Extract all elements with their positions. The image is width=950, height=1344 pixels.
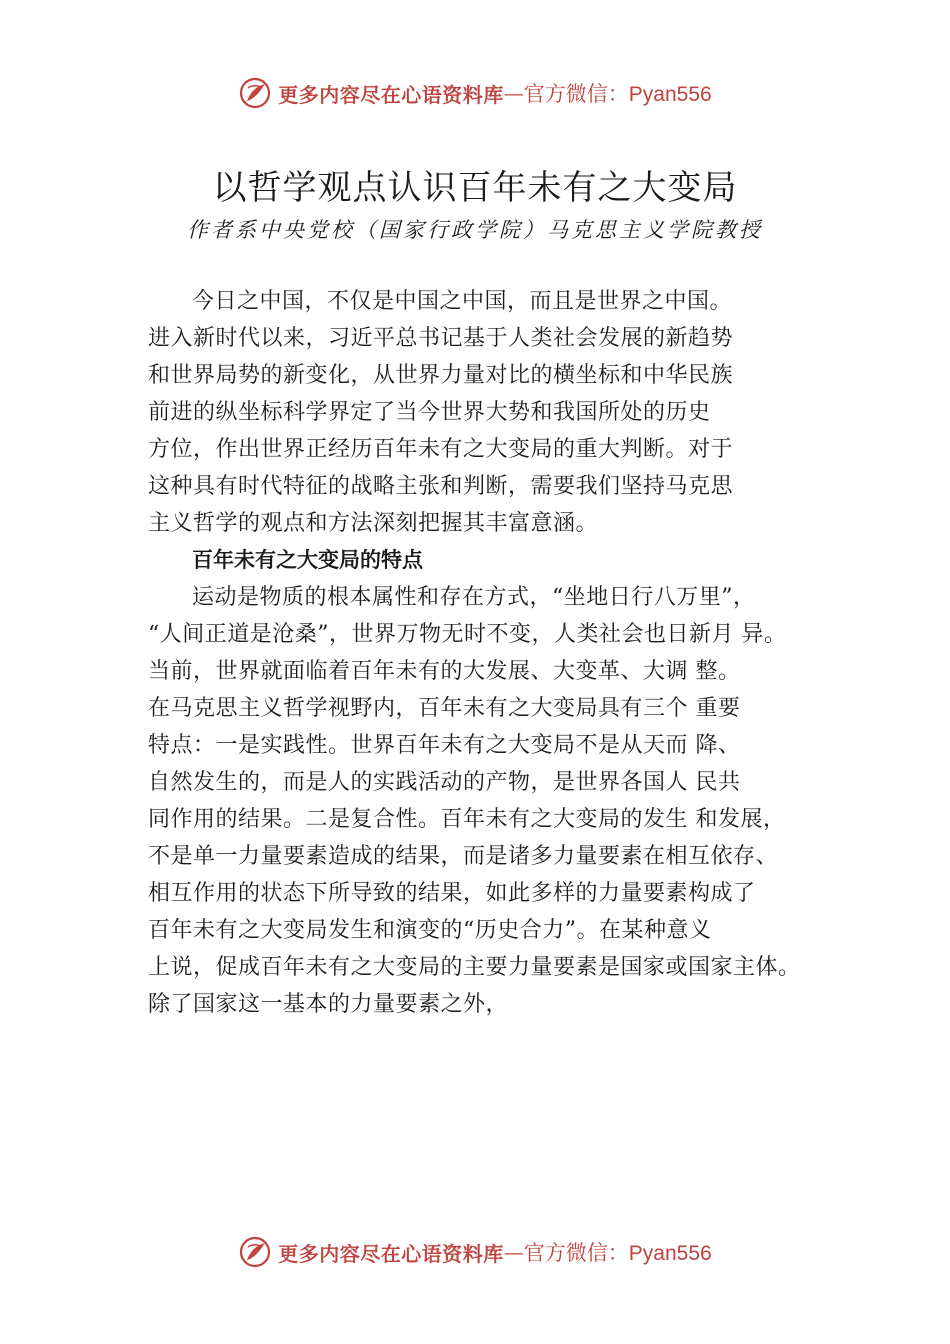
paragraph-line: 这种具有时代特征的战略主张和判断，需要我们坚持马克思	[148, 474, 734, 499]
feather-swirl-logo-icon	[238, 1235, 272, 1269]
paragraph-line: 运动是物质的根本属性和存在方式，“坐地日行八万里”，	[192, 585, 756, 610]
paragraph-line: 在马克思主义哲学视野内，百年未有之大变局具有三个 重要	[148, 696, 741, 721]
paragraph-line: 自然发生的，而是人的实践活动的产物，是世界各国人 民共	[148, 770, 741, 795]
paragraph-line: 除了国家这一基本的力量要素之外，	[148, 992, 509, 1017]
paragraph-line: 同作用的结果。二是复合性。百年未有之大变局的发生 和发展，	[148, 807, 786, 832]
feather-swirl-logo-icon	[238, 76, 272, 110]
watermark-footer	[0, 1232, 950, 1272]
watermark-suffix: 官方微信：Pyan556	[523, 1242, 712, 1265]
watermark-dash: —	[503, 1240, 524, 1264]
section-heading: 百年未有之大变局的特点	[192, 548, 423, 572]
paragraph-line: 前进的纵坐标科学界定了当今世界大势和我国所处的历史	[148, 400, 711, 425]
paragraph-line: 方位，作出世界正经历百年未有之大变局的重大判断。对于	[148, 437, 734, 462]
paragraph-line: 上说，促成百年未有之大变局的主要力量要素是国家或国家主体。	[148, 955, 801, 980]
paragraph-line: 百年未有之大变局发生和演变的“历史合力”。在某种意义	[148, 918, 712, 943]
paragraph-line: 主义哲学的观点和方法深刻把握其丰富意涵。	[148, 511, 599, 536]
document-subtitle: 作者系中央党校（国家行政学院）马克思主义学院教授	[187, 218, 763, 242]
paragraph-line: 当前，世界就面临着百年未有的大发展、大变革、大调 整。	[148, 659, 741, 684]
paragraph-line: 和世界局势的新变化，从世界力量对比的横坐标和中华民族	[148, 363, 734, 388]
paragraph-line: 特点：一是实践性。世界百年未有之大变局不是从天而 降、	[148, 733, 741, 758]
paragraph-line: 进入新时代以来，习近平总书记基于人类社会发展的新趋势	[148, 326, 734, 351]
document-body	[148, 283, 863, 1023]
paragraph-line: 今日之中国，不仅是中国之中国，而且是世界之中国。	[192, 289, 733, 314]
watermark-suffix: 官方微信：Pyan556	[523, 83, 712, 106]
watermark-text: 更多内容尽在心语资料库	[278, 1241, 504, 1266]
watermark-header	[0, 73, 950, 113]
paragraph-line: “人间正道是沧桑”，世界万物无时不变，人类社会也日新月 异。	[148, 622, 787, 647]
paragraph-line: 不是单一力量要素造成的结果，而是诸多力量要素在相互依存、	[148, 844, 779, 869]
paragraph-line: 相互作用的状态下所导致的结果，如此多样的力量要素构成了	[148, 881, 756, 906]
watermark-text: 更多内容尽在心语资料库	[278, 82, 504, 107]
watermark-dash: —	[503, 81, 524, 105]
document-title: 以哲学观点认识百年未有之大变局	[212, 168, 738, 208]
